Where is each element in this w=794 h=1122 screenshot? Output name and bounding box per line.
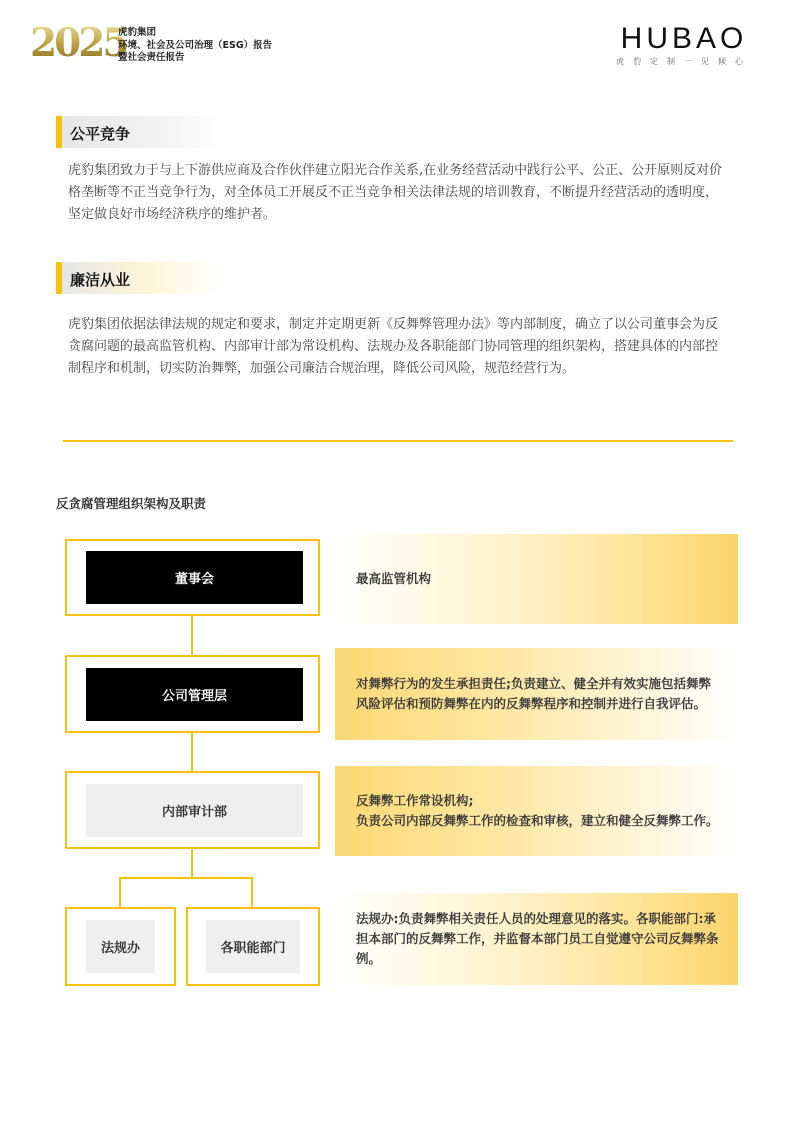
org-desc-audit bbox=[335, 766, 738, 856]
org-node-label: 公司管理层 bbox=[86, 668, 303, 721]
connector-line bbox=[119, 877, 253, 879]
org-node-label: 法规办 bbox=[86, 920, 155, 973]
brand-name: HUBAO bbox=[620, 22, 748, 55]
report-title-line-2: 环境、社会及公司治理（ESG）报告 bbox=[118, 39, 273, 51]
org-node-label: 内部审计部 bbox=[86, 784, 303, 837]
org-node-departments bbox=[186, 907, 320, 986]
connector-line bbox=[191, 849, 193, 879]
section-body-integrity: 虎豹集团依据法律法规的规定和要求，制定并定期更新《反舞弊管理办法》等内部制度，确立了以公司董事会为反贪腐问题的最高监管机构、内部审计部为常设机构、法规办及各职能部门协同管理的组织架构，搭建具体的内部控制程序和机制，切实防治舞弊，加强公司廉洁合规治理，降低公司风险，规范经营行为。 bbox=[68, 317, 719, 376]
brand-slogan: 虎豹定制一见倾心 bbox=[616, 57, 752, 66]
section-divider bbox=[63, 440, 733, 442]
org-node-audit bbox=[65, 771, 320, 849]
org-desc-board bbox=[335, 534, 738, 624]
org-desc-text: 对舞弊行为的发生承担责任;负责建立、健全并有效实施包括舞弊风险评估和预防舞弊在内的反舞弊程序和控制并进行自我评估。 bbox=[356, 676, 712, 711]
section-body-fair-competition: 虎豹集团致力于与上下游供应商及合作伙伴建立阳光合作关系,在业务经营活动中践行公平、公正、公开原则反对价格垄断等不正当竞争行为，对全体员工开展反不正当竞争相关法律法规的培训教育，不断提升经营活动的透明度，坚定做良好市场经济秩序的维护者。 bbox=[68, 163, 723, 222]
brand-logo bbox=[616, 24, 752, 67]
org-desc-text: 反舞弊工作常设机构; 负责公司内部反舞弊工作的检查和审核，建立和健全反舞弊工作。 bbox=[356, 793, 719, 828]
section-heading-fair-competition bbox=[56, 116, 220, 148]
org-node-label: 董事会 bbox=[86, 551, 303, 604]
org-chart-title: 反贪腐管理组织架构及职责 bbox=[56, 496, 207, 511]
report-title-line-1: 虎豹集团 bbox=[118, 27, 157, 38]
org-desc-text: 最高监管机构 bbox=[356, 571, 432, 586]
report-year-logo: 2025 bbox=[30, 20, 127, 66]
org-node-label: 各职能部门 bbox=[206, 920, 300, 973]
org-node-board bbox=[65, 539, 320, 616]
connector-line bbox=[191, 614, 193, 656]
connector-line bbox=[191, 733, 193, 773]
section-heading-label: 廉洁从业 bbox=[70, 271, 131, 289]
org-desc-text: 法规办:负责舞弊相关责任人员的处理意见的落实。各职能部门:承担本部门的反舞弊工作，并监督本部门员工自觉遵守公司反舞弊条例。 bbox=[356, 911, 719, 966]
connector-line bbox=[251, 877, 253, 908]
org-desc-legal-departments bbox=[335, 893, 738, 985]
org-node-legal bbox=[65, 907, 176, 986]
report-title bbox=[118, 27, 272, 65]
section-heading-integrity bbox=[56, 262, 220, 294]
section-heading-label: 公平竞争 bbox=[70, 125, 131, 143]
org-desc-management bbox=[335, 648, 738, 740]
report-title-line-3: 暨社会责任报告 bbox=[118, 52, 185, 63]
org-node-management bbox=[65, 655, 320, 733]
connector-line bbox=[119, 877, 121, 908]
